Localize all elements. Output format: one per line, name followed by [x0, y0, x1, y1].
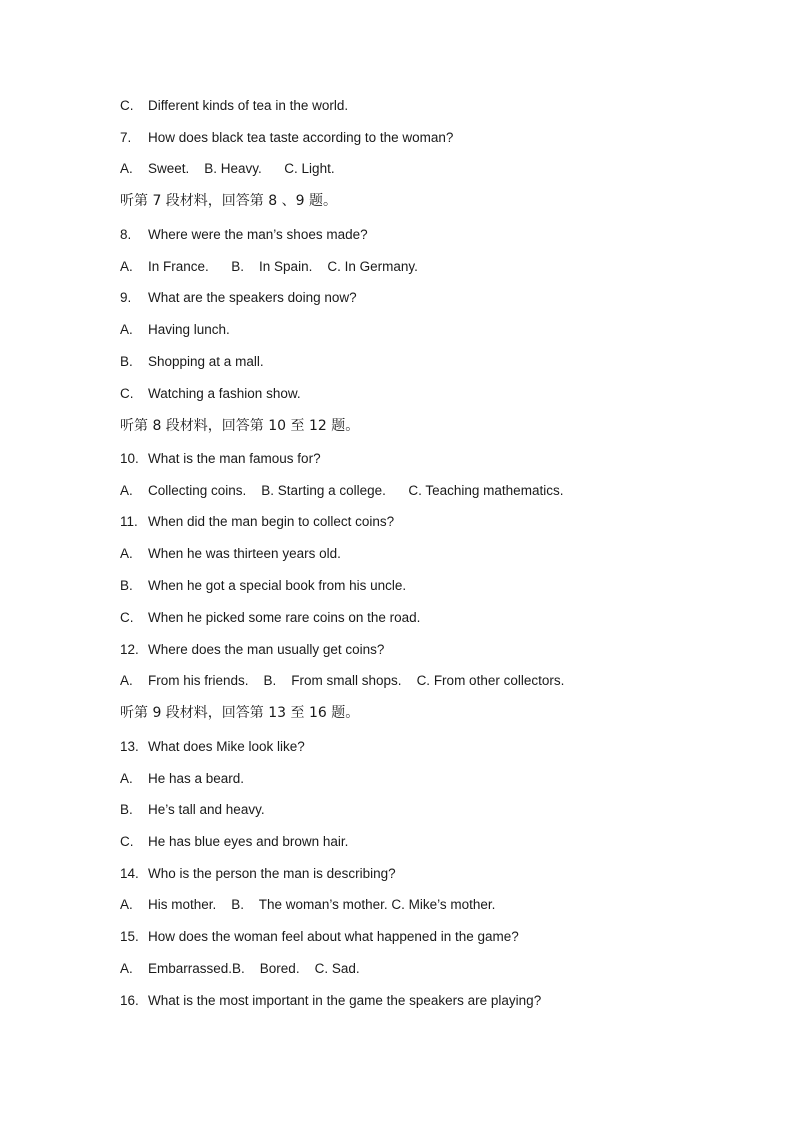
- question-line: [120, 225, 368, 245]
- question-number: 9.: [120, 290, 132, 305]
- question-text: What is the man famous for?: [148, 451, 321, 466]
- option-text: He has a beard.: [148, 771, 245, 786]
- option-line: [120, 159, 335, 179]
- option-marker: A.: [120, 546, 133, 561]
- question-line: [120, 512, 394, 532]
- option-text: Different kinds of tea in the world.: [148, 98, 349, 113]
- option-marker: C.: [120, 610, 134, 625]
- question-number: 15.: [120, 929, 139, 944]
- question-text: What is the most important in the game the speakers are playing?: [148, 993, 542, 1008]
- option-text: When he was thirteen years old.: [148, 546, 341, 561]
- option-marker: A.: [120, 771, 133, 786]
- option-line: [120, 671, 564, 691]
- option-line: [120, 608, 420, 628]
- question-number: 11.: [120, 514, 138, 529]
- option-line: [120, 352, 264, 372]
- option-marker: C.: [120, 834, 134, 849]
- question-number: 14.: [120, 866, 139, 881]
- question-line: [120, 288, 357, 308]
- question-text: When did the man begin to collect coins?: [148, 514, 395, 529]
- question-number: 13.: [120, 739, 139, 754]
- question-text: What are the speakers doing now?: [148, 290, 357, 305]
- question-text: Who is the person the man is describing?: [148, 866, 396, 881]
- option-text: Sweet. B. Heavy. C. Light.: [148, 161, 335, 176]
- option-line: [120, 96, 348, 116]
- question-text: What does Mike look like?: [148, 739, 305, 754]
- option-text: He has blue eyes and brown hair.: [148, 834, 349, 849]
- question-line: [120, 991, 541, 1011]
- option-marker: A.: [120, 161, 133, 176]
- question-line: [120, 128, 453, 148]
- option-text: Shopping at a mall.: [148, 354, 264, 369]
- question-number: 16.: [120, 993, 139, 1008]
- question-number: 7.: [120, 130, 132, 145]
- option-marker: A.: [120, 961, 133, 976]
- option-line: [120, 769, 244, 789]
- option-text: He’s tall and heavy.: [148, 802, 265, 817]
- question-text: Where were the man’s shoes made?: [148, 227, 368, 242]
- option-line: [120, 257, 418, 277]
- section-heading: 听第 9 段材料，回答第 13 至 16 题。: [120, 705, 360, 721]
- option-line: [120, 576, 406, 596]
- option-line: [120, 544, 341, 564]
- question-text: How does black tea taste according to the woman?: [148, 130, 454, 145]
- option-line: [120, 320, 230, 340]
- question-text: Where does the man usually get coins?: [148, 642, 385, 657]
- option-line: [120, 895, 495, 915]
- option-marker: B.: [120, 578, 133, 593]
- question-line: [120, 640, 384, 660]
- option-marker: A.: [120, 673, 133, 688]
- question-number: 8.: [120, 227, 132, 242]
- option-line: [120, 959, 360, 979]
- option-line: [120, 832, 348, 852]
- option-marker: A.: [120, 897, 133, 912]
- question-number: 12.: [120, 642, 139, 657]
- section-heading: 听第 7 段材料，回答第 8 、9 题。: [120, 193, 337, 209]
- option-text: When he picked some rare coins on the road.: [148, 610, 421, 625]
- question-line: [120, 449, 321, 469]
- option-marker: A.: [120, 483, 133, 498]
- option-text: In France. B. In Spain. C. In Germany.: [148, 259, 418, 274]
- option-marker: A.: [120, 322, 133, 337]
- option-text: Having lunch.: [148, 322, 230, 337]
- option-line: [120, 800, 265, 820]
- question-line: [120, 737, 305, 757]
- section-heading: 听第 8 段材料，回答第 10 至 12 题。: [120, 418, 360, 434]
- option-marker: A.: [120, 259, 133, 274]
- question-text: How does the woman feel about what happened in the game?: [148, 929, 519, 944]
- option-line: [120, 481, 563, 501]
- question-number: 10.: [120, 451, 139, 466]
- question-line: [120, 864, 396, 884]
- option-marker: B.: [120, 802, 133, 817]
- option-marker: C.: [120, 98, 134, 113]
- option-text: From his friends. B. From small shops. C. From other collectors.: [148, 673, 565, 688]
- option-text: When he got a special book from his uncle.: [148, 578, 407, 593]
- option-text: Watching a fashion show.: [148, 386, 301, 401]
- option-text: Collecting coins. B. Starting a college. C. Teaching mathematics.: [148, 483, 564, 498]
- option-marker: C.: [120, 386, 134, 401]
- option-text: His mother. B. The woman’s mother. C. Mike’s mother.: [148, 897, 496, 912]
- option-text: Embarrassed.B. Bored. C. Sad.: [148, 961, 360, 976]
- option-line: [120, 384, 301, 404]
- option-marker: B.: [120, 354, 133, 369]
- question-line: [120, 927, 519, 947]
